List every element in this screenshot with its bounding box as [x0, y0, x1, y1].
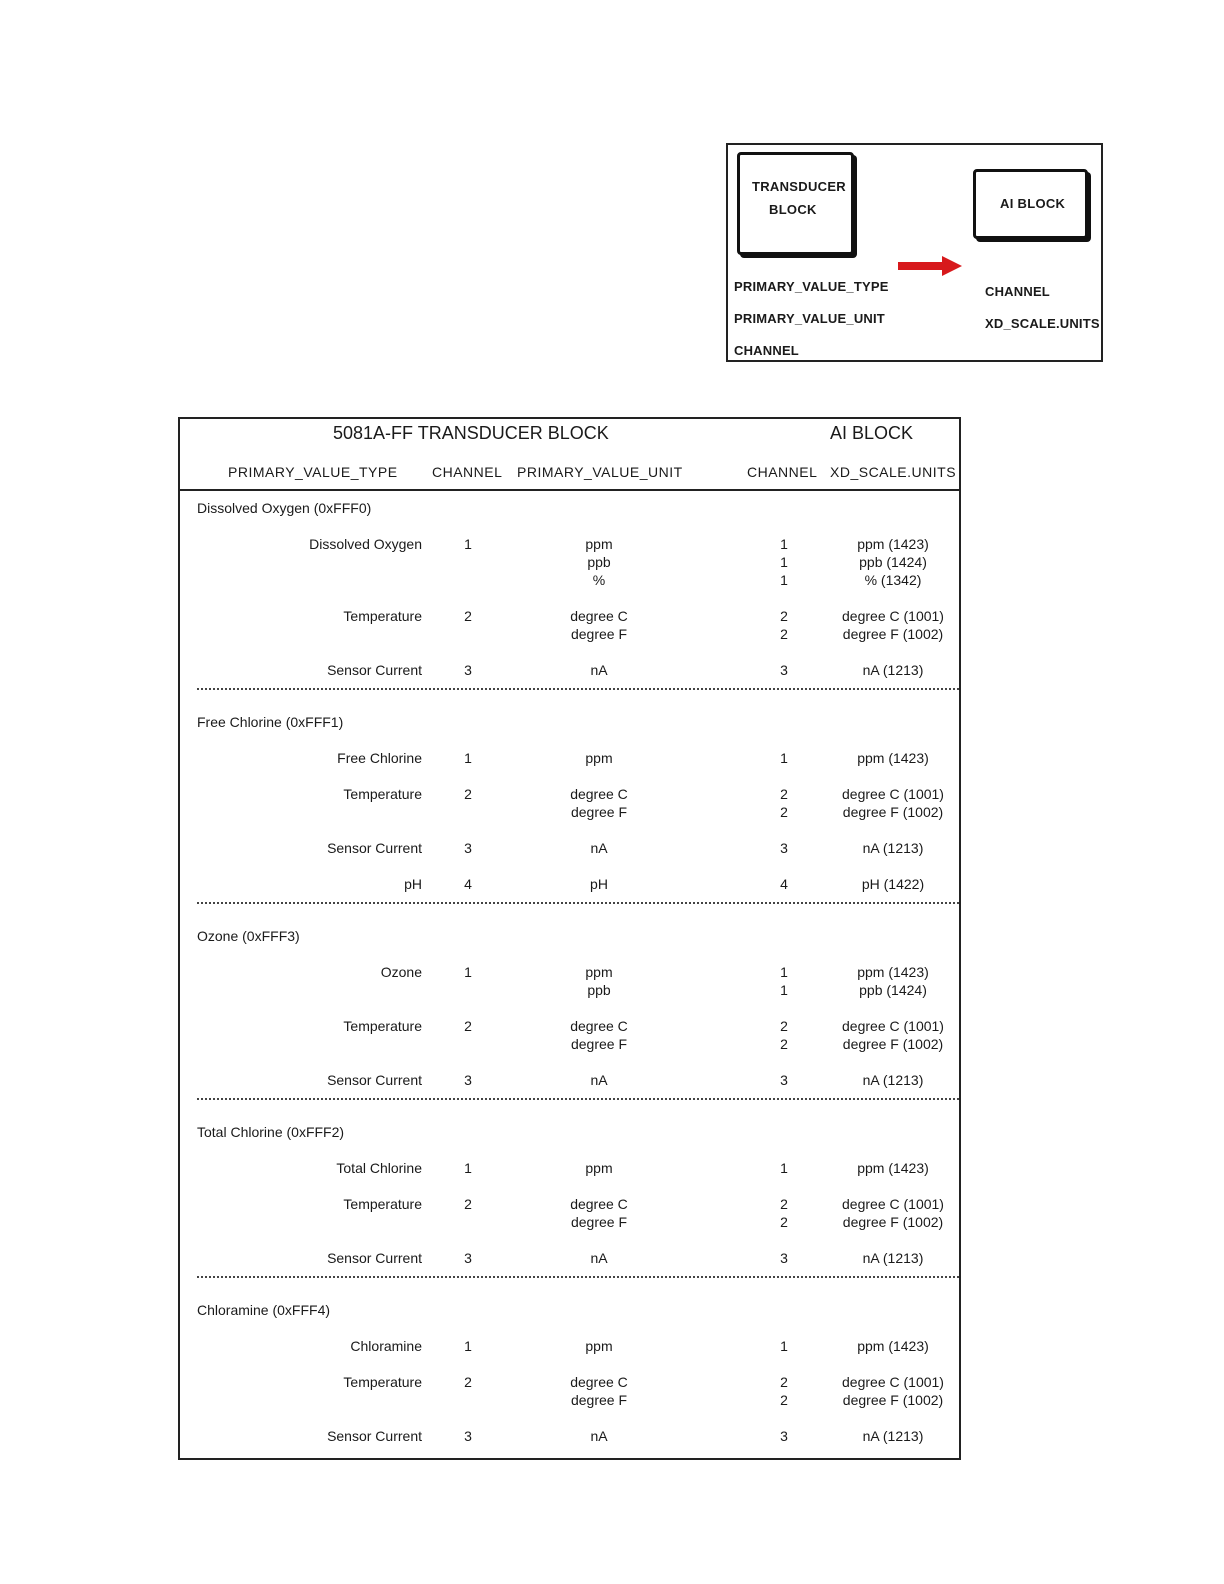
xd-scale-units-cell: nA (1213): [862, 1250, 924, 1266]
xd-scale-units-cell: pH (1422): [861, 876, 925, 892]
diagram-right-param-1: CHANNEL: [985, 284, 1050, 299]
ai-channel-cell: 1: [780, 1160, 788, 1176]
ai-channel-cell: 1: [780, 750, 788, 766]
primary-value-unit-cell: %: [592, 572, 606, 588]
primary-value-unit-cell: ppm: [585, 750, 613, 766]
xd-scale-units-cell: ppm (1423): [857, 750, 929, 766]
primary-value-type-cell: Temperature: [343, 786, 422, 802]
ai-channel-cell: 2: [780, 1036, 788, 1052]
xd-scale-units-cell: degree F (1002): [842, 804, 944, 820]
primary-value-unit-cell: ppm: [585, 964, 613, 980]
primary-value-type-cell: Sensor Current: [327, 840, 422, 856]
table-header: [180, 419, 959, 491]
primary-value-unit-cell: nA: [590, 1428, 608, 1444]
ai-channel-cell: 1: [780, 1338, 788, 1354]
ai-channel-cell: 1: [780, 554, 788, 570]
xd-scale-units-cell: ppm (1423): [857, 1160, 929, 1176]
transducer-channel-cell: 1: [464, 1338, 472, 1354]
primary-value-type-cell: Temperature: [343, 1018, 422, 1034]
primary-value-unit-cell: nA: [590, 1250, 608, 1266]
transducer-channel-cell: 3: [464, 1428, 472, 1444]
transducer-channel-cell: 3: [464, 1250, 472, 1266]
column-header-primary-value-unit: PRIMARY_VALUE_UNIT: [517, 464, 683, 480]
primary-value-type-cell: Sensor Current: [327, 1072, 422, 1088]
primary-value-unit-cell: ppm: [585, 1338, 613, 1354]
column-header-primary-value-type: PRIMARY_VALUE_TYPE: [228, 464, 398, 480]
xd-scale-units-cell: ppm (1423): [857, 1338, 929, 1354]
xd-scale-units-cell: degree C (1001): [842, 1196, 944, 1212]
transducer-channel-cell: 2: [464, 1196, 472, 1212]
section-title: Total Chlorine (0xFFF2): [197, 1124, 345, 1140]
ai-channel-cell: 3: [780, 1428, 788, 1444]
transducer-channel-cell: 2: [464, 1374, 472, 1390]
ai-channel-cell: 2: [780, 1214, 788, 1230]
primary-value-type-cell: pH: [404, 876, 422, 892]
xd-scale-units-cell: degree F (1002): [842, 1392, 944, 1408]
ai-channel-cell: 2: [780, 1196, 788, 1212]
xd-scale-units-cell: ppm (1423): [857, 964, 929, 980]
diagram-left-param-2: PRIMARY_VALUE_UNIT: [734, 311, 885, 326]
primary-value-unit-cell: degree C: [570, 608, 628, 624]
xd-scale-units-cell: ppm (1423): [857, 536, 929, 552]
ai-channel-cell: 1: [780, 536, 788, 552]
primary-value-unit-cell: degree F: [570, 1392, 628, 1408]
channel-mapping-table: [178, 417, 961, 1460]
xd-scale-units-cell: ppb (1424): [859, 554, 927, 570]
primary-value-type-cell: Temperature: [343, 608, 422, 624]
section-divider: [197, 1098, 959, 1100]
diagram-left-param-3: CHANNEL: [734, 343, 799, 358]
primary-value-unit-cell: pH: [590, 876, 608, 892]
primary-value-unit-cell: degree F: [570, 626, 628, 642]
xd-scale-units-cell: nA (1213): [862, 1428, 924, 1444]
section-title: Chloramine (0xFFF4): [197, 1302, 331, 1318]
primary-value-unit-cell: ppm: [585, 536, 613, 552]
ai-block-box: [973, 169, 1088, 239]
primary-value-unit-cell: nA: [590, 840, 608, 856]
ai-channel-cell: 4: [780, 876, 788, 892]
primary-value-unit-cell: degree F: [570, 804, 628, 820]
transducer-block-box: [737, 152, 854, 255]
xd-scale-units-cell: nA (1213): [862, 1072, 924, 1088]
ai-channel-cell: 3: [780, 662, 788, 678]
ai-channel-cell: 2: [780, 804, 788, 820]
column-header-channel: CHANNEL: [432, 464, 503, 480]
primary-value-unit-cell: nA: [590, 1072, 608, 1088]
ai-channel-cell: 1: [780, 572, 788, 588]
section-title: Dissolved Oxygen (0xFFF0): [197, 500, 372, 516]
primary-value-type-cell: Sensor Current: [327, 1428, 422, 1444]
transducer-channel-cell: 1: [464, 1160, 472, 1176]
transducer-block-label-line2: BLOCK: [769, 202, 817, 217]
transducer-block-label-line1: TRANSDUCER: [752, 179, 846, 194]
section-divider: [197, 688, 959, 690]
primary-value-unit-cell: degree C: [570, 1196, 628, 1212]
primary-value-type-cell: Sensor Current: [327, 662, 422, 678]
primary-value-type-cell: Temperature: [343, 1196, 422, 1212]
xd-scale-units-cell: degree C (1001): [842, 1374, 944, 1390]
ai-block-title: AI BLOCK: [830, 423, 914, 443]
transducer-channel-cell: 3: [464, 662, 472, 678]
transducer-channel-cell: 4: [464, 876, 472, 892]
primary-value-type-cell: Total Chlorine: [336, 1160, 422, 1176]
transducer-channel-cell: 2: [464, 786, 472, 802]
xd-scale-units-cell: % (1342): [864, 572, 922, 588]
diagram-left-param-1: PRIMARY_VALUE_TYPE: [734, 279, 889, 294]
transducer-channel-cell: 1: [464, 964, 472, 980]
primary-value-type-cell: Free Chlorine: [337, 750, 422, 766]
transducer-channel-cell: 2: [464, 1018, 472, 1034]
primary-value-unit-cell: degree C: [570, 786, 628, 802]
primary-value-type-cell: Ozone: [380, 964, 422, 980]
xd-scale-units-cell: degree C (1001): [842, 608, 944, 624]
primary-value-unit-cell: ppm: [585, 1160, 613, 1176]
primary-value-unit-cell: degree C: [570, 1018, 628, 1034]
block-diagram: [726, 143, 1103, 362]
section-divider: [197, 902, 959, 904]
transducer-channel-cell: 2: [464, 608, 472, 624]
column-header-xd-scale-units: XD_SCALE.UNITS: [830, 464, 957, 480]
ai-channel-cell: 3: [780, 1250, 788, 1266]
column-header-ai-channel: CHANNEL: [747, 464, 818, 480]
ai-channel-cell: 2: [780, 1392, 788, 1408]
primary-value-unit-cell: nA: [590, 662, 608, 678]
ai-channel-cell: 2: [780, 1018, 788, 1034]
primary-value-unit-cell: ppb: [587, 554, 611, 570]
transducer-channel-cell: 1: [464, 750, 472, 766]
ai-channel-cell: 3: [780, 840, 788, 856]
primary-value-type-cell: Sensor Current: [327, 1250, 422, 1266]
primary-value-type-cell: Dissolved Oxygen: [309, 536, 422, 552]
xd-scale-units-cell: ppb (1424): [859, 982, 927, 998]
primary-value-unit-cell: degree C: [570, 1374, 628, 1390]
xd-scale-units-cell: degree F (1002): [842, 1214, 944, 1230]
section-divider: [197, 1276, 959, 1278]
xd-scale-units-cell: degree C (1001): [842, 786, 944, 802]
transducer-channel-cell: 3: [464, 1072, 472, 1088]
ai-channel-cell: 1: [780, 982, 788, 998]
transducer-channel-cell: 3: [464, 840, 472, 856]
section-title: Ozone (0xFFF3): [197, 928, 300, 944]
ai-block-label: AI BLOCK: [1000, 196, 1066, 211]
xd-scale-units-cell: degree C (1001): [842, 1018, 944, 1034]
xd-scale-units-cell: degree F (1002): [842, 626, 944, 642]
section-title: Free Chlorine (0xFFF1): [197, 714, 344, 730]
primary-value-unit-cell: ppb: [587, 982, 611, 998]
xd-scale-units-cell: nA (1213): [862, 840, 924, 856]
ai-channel-cell: 1: [780, 964, 788, 980]
ai-channel-cell: 2: [780, 786, 788, 802]
transducer-block-title: 5081A-FF TRANSDUCER BLOCK: [333, 423, 609, 443]
ai-channel-cell: 2: [780, 626, 788, 642]
primary-value-type-cell: Chloramine: [350, 1338, 422, 1354]
primary-value-unit-cell: degree F: [570, 1214, 628, 1230]
xd-scale-units-cell: nA (1213): [862, 662, 924, 678]
transducer-channel-cell: 1: [464, 536, 472, 552]
ai-channel-cell: 2: [780, 608, 788, 624]
right-arrow-icon: [898, 256, 962, 276]
ai-channel-cell: 3: [780, 1072, 788, 1088]
primary-value-type-cell: Temperature: [343, 1374, 422, 1390]
xd-scale-units-cell: degree F (1002): [842, 1036, 944, 1052]
primary-value-unit-cell: degree F: [570, 1036, 628, 1052]
diagram-right-param-2: XD_SCALE.UNITS: [985, 316, 1100, 331]
ai-channel-cell: 2: [780, 1374, 788, 1390]
